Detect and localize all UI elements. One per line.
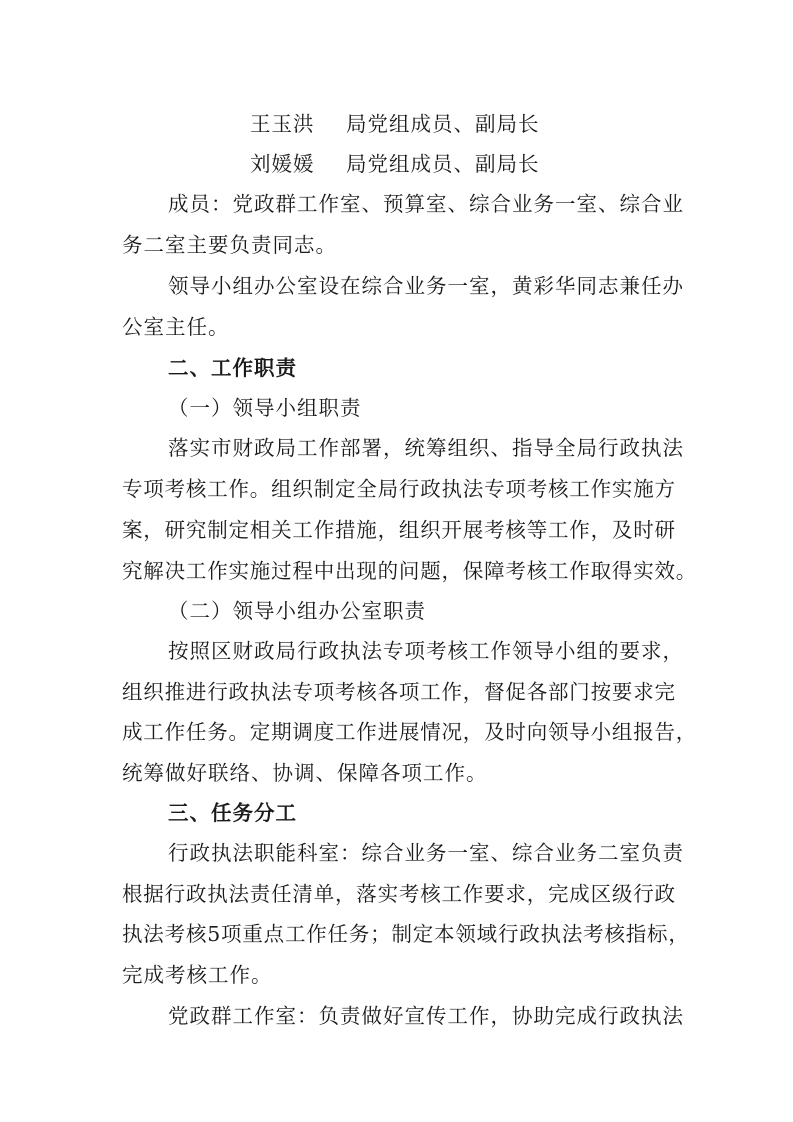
paragraph-line: 按照区财政局行政执法专项考核工作领导小组的要求，	[168, 639, 684, 663]
subsection-heading: （一）领导小组职责	[168, 396, 362, 420]
section-heading: 二、工作职责	[168, 356, 297, 380]
member-role: 局党组成员、副局长	[346, 112, 540, 136]
paragraph-line: 行政执法职能科室：综合业务一室、综合业务二室负责	[168, 841, 684, 865]
paragraph-line: 完成考核工作。	[122, 963, 273, 987]
paragraph-line: 成工作任务。定期调度工作进展情况，及时向领导小组报告，	[122, 720, 698, 744]
section-heading: 三、任务分工	[168, 801, 297, 825]
paragraph-line: 公室主任。	[122, 315, 230, 339]
paragraph-line: 组织推进行政执法专项考核各项工作，督促各部门按要求完	[122, 680, 676, 704]
paragraph-line: 成员：党政群工作室、预算室、综合业务一室、综合业	[168, 192, 684, 216]
paragraph-line: 专项考核工作。组织制定全局行政执法专项考核工作实施方	[122, 477, 676, 501]
member-role: 局党组成员、副局长	[346, 152, 540, 176]
paragraph-line: 根据行政执法责任清单，落实考核工作要求，完成区级行政	[122, 882, 676, 906]
paragraph-line: 案，研究制定相关工作措施，组织开展考核等工作，及时研	[122, 518, 676, 542]
member-row	[250, 110, 540, 138]
paragraph-line: 统筹做好联络、协调、保障各项工作。	[122, 761, 488, 785]
subsection-heading: （二）领导小组办公室职责	[168, 599, 426, 623]
paragraph-line: 领导小组办公室设在综合业务一室，黄彩华同志兼任办	[168, 274, 684, 298]
member-name: 刘媛媛	[250, 152, 315, 176]
paragraph-line: 究解决工作实施过程中出现的问题，保障考核工作取得实效。	[122, 559, 698, 583]
member-name: 王玉洪	[250, 112, 315, 136]
member-row	[250, 150, 540, 178]
paragraph-line: 党政群工作室：负责做好宣传工作，协助完成行政执法	[168, 1004, 684, 1028]
paragraph-line: 执法考核5项重点工作任务；制定本领域行政执法考核指标，	[122, 922, 690, 946]
paragraph-line: 落实市财政局工作部署，统筹组织、指导全局行政执法	[168, 436, 684, 460]
paragraph-line: 务二室主要负责同志。	[122, 233, 337, 257]
